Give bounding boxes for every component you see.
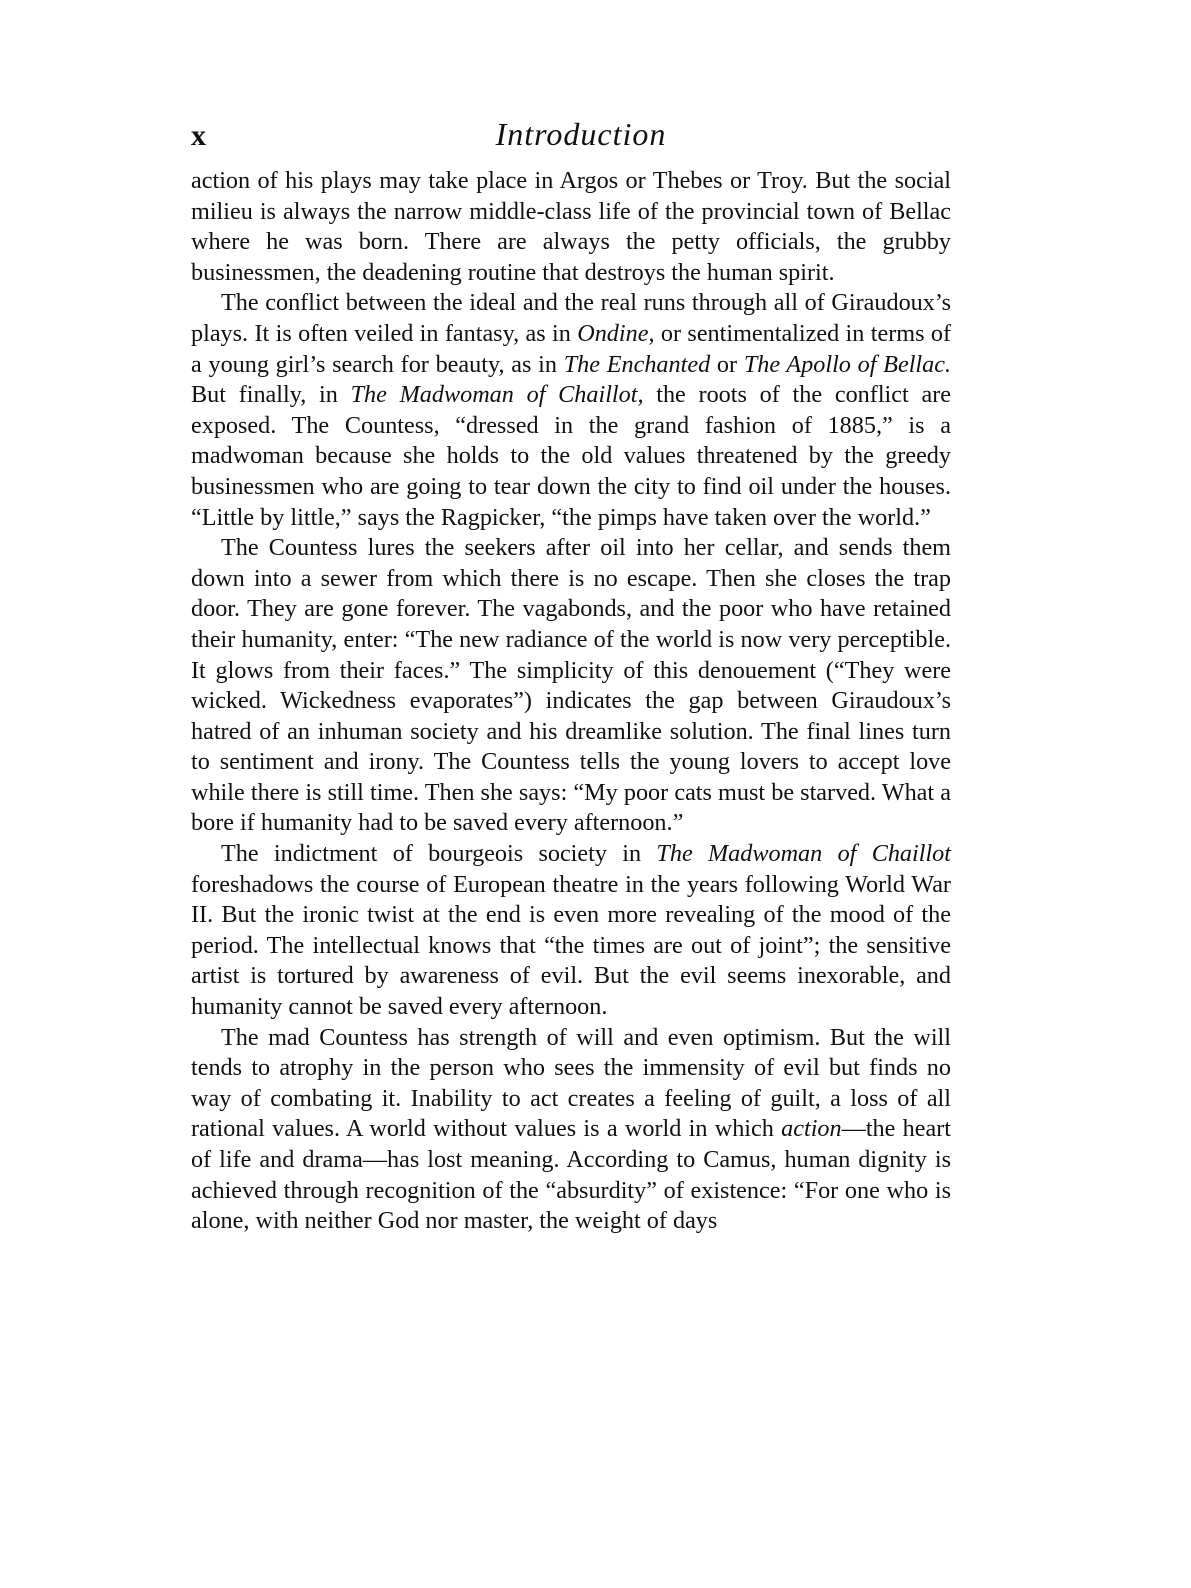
running-title: Introduction: [495, 116, 667, 152]
text-run: The mad Countess has strength of will and even optimism. But the will tends to atrophy in the person who sees the immensity of evil but finds no way of combating it. Inability to act creates a feeling of guilt, a loss of all rational values. A world without values is a world in which: [191, 1023, 951, 1143]
paragraph: [191, 166, 951, 288]
text-run: —the heart of life and drama—has lost meaning. According to Camus, human dignity is achieved through recognition of the “absurdity” of existence: “For one who is alone, with neither God nor master, the weight of days: [191, 1115, 951, 1235]
text-run: or: [710, 350, 744, 378]
text-run: the roots of the conflict are exposed. The Countess, “dressed in the grand fashion of 1885,” is a madwoman because she holds to the old values threatened by the greedy businessmen who are going to tear down the city to find oil under the houses. “Little by little,” says the Ragpicker, “the pimps have taken over the world.”: [191, 381, 951, 531]
emphasis: action: [781, 1115, 842, 1143]
text-run: The conflict between the ideal and the real runs through all of Giraudoux’s plays. It is often veiled in fantasy, as in: [191, 289, 951, 347]
work-title: Ondine,: [577, 319, 655, 347]
work-title: The Madwoman of Chaillot: [656, 840, 951, 868]
paragraph: [191, 839, 951, 1023]
text-run: The Countess lures the seekers after oil into her cellar, and sends them down into a sewer from which there is no escape. Then she closes the trap door. They are gone forever. The vagabonds, and the poor who have retained their humanity, enter: “The new radiance of the world is now very perceptible. It glows from their faces.” The simplicity of this denouement (“They were wicked. Wickedness evaporates”) indicates the gap between Giraudoux’s hatred of an inhuman society and his dreamlike solution. The final lines turn to sentiment and irony. The Countess tells the young lovers to accept love while there is still time. Then she says: “My poor cats must be starved. What a bore if humanity had to be saved every afternoon.”: [191, 534, 951, 837]
page-number: x: [191, 119, 206, 152]
work-title: The Apollo of Bellac.: [743, 350, 952, 378]
paragraph: [191, 288, 951, 533]
body-text: [191, 166, 951, 1237]
text-run: foreshadows the course of European theatre in the years following World War II. But the ironic twist at the end is even more revealing of the mood of the period. The intellectual knows that “the times are out of joint”; the sensitive artist is tortured by awareness of evil. But the evil seems inexorable, and humanity cannot be saved every afternoon.: [191, 870, 951, 1021]
text-run: or sentimentalized in terms of a young girl’s search for beauty, as in: [191, 319, 952, 378]
text-run: action of his plays may take place in Argos or Thebes or Troy. But the social milieu is always the narrow middle-class life of the provincial town of Bellac where he was born. There are always the petty officials, the grubby businessmen, the deadening routine that destroys the human spirit.: [191, 167, 951, 286]
text-run: But finally, in: [191, 381, 351, 409]
paragraph: [191, 1023, 951, 1237]
work-title: The Madwoman of Chaillot,: [350, 381, 644, 409]
work-title: The Enchanted: [563, 350, 711, 378]
running-header: [191, 112, 951, 160]
text-run: The indictment of bourgeois society in: [221, 840, 657, 868]
paragraph: [191, 533, 951, 839]
